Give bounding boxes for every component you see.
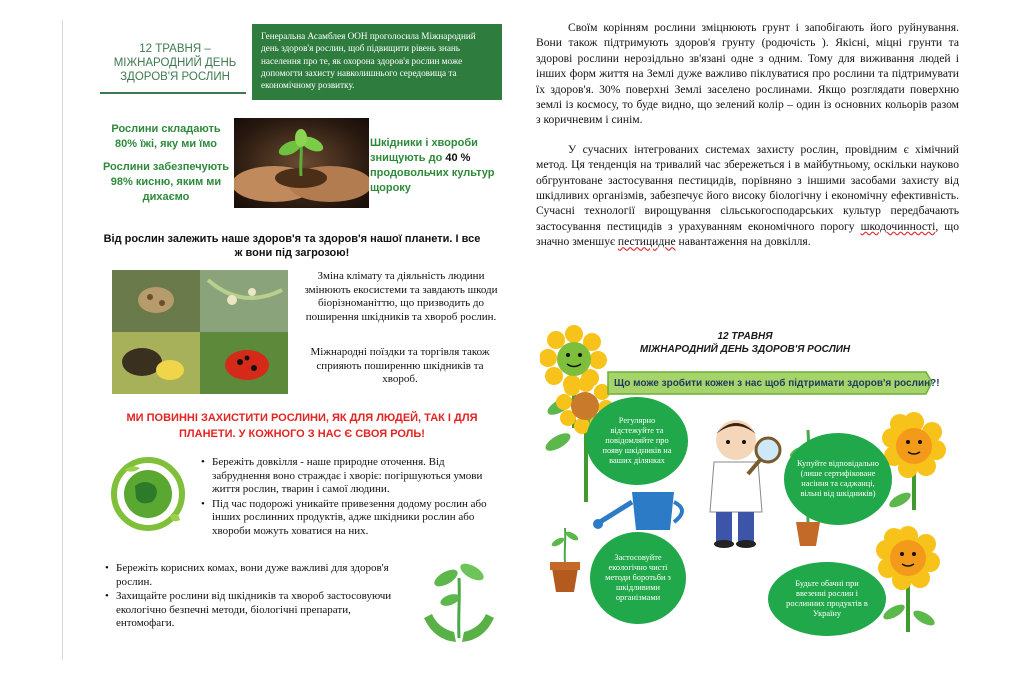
tip-protect-environment: • Бережіть довкілля - наше природне оточення. Від забруднення воно страждає і хворіє: погіршуються умови життя рослин, тварин і самої людини. [200, 456, 504, 497]
right-page-text [536, 20, 959, 250]
title-line-3: ЗДОРОВ'Я РОСЛИН [120, 71, 230, 83]
eco-globe-image [110, 456, 186, 532]
title-line-1: 12 ТРАВНЯ – [139, 43, 211, 55]
title-line-2: МІЖНАРОДНИЙ ДЕНЬ [113, 57, 237, 69]
tip-protect-insects: • Бережіть корисних комах, вони дуже важливі для здоров'я рослин. [104, 562, 410, 589]
un-announcement-box: Генеральна Асамблея ООН проголосила Міжнародний день здоров'я рослин, щоб підвищити рівень знань населення про те, як охорона здоров'я рослин може допомогти захисту навколишнього середовища та економічному розвитку. [252, 24, 502, 100]
tip-bubble-monitor: Регулярно відстежуйте та повідомляйте про появу шкідників на ваших ділянках [586, 397, 688, 485]
page-title [102, 42, 248, 84]
spelling-flag-1: шкодочинності [860, 219, 936, 233]
pesticides-paragraph-c: навантаження на довкілля. [675, 235, 811, 249]
poster-banner: Що може зробити кожен з нас щоб підтримати здоров'я рослин?! [614, 378, 940, 389]
tip-eco-methods: • Захищайте рослини від шкідників та хвороб застосовуючи екологічно безпечні методи, біологічні препарати, ентомофаги. [104, 590, 410, 631]
poster-title-name: МІЖНАРОДНИЙ ДЕНЬ ЗДОРОВ'Я РОСЛИН [639, 344, 851, 355]
stat-pests [370, 136, 500, 196]
stat-oxygen: Рослини забезпечують 98% кисню, яким ми дихаємо [102, 161, 230, 203]
tip-bubble-buy-responsibly: Купуйте відповідально (лише сертифіковане насіння та саджанці, вільні від шкідників) [784, 433, 892, 525]
soil-paragraph: Своїм корінням рослини зміцнюють грунт і запобігають його руйнування. Вони також підтримують здоров'я грунту (родючість ). Якісні, міцні грунти та здорові рослини нерозідльно зв'язані одне з одним. Тому для виживання людей і інших форм життя на Землі дуже важливо піклуватися про рослини та підтримувати їх здоров'я. 30% поверхні Землі заселено рослинами. Якщо розглядати поверхню землі із космосу, то буде видно, що зелений колір – один із основних кольорів разом з коричневим і синім. [536, 21, 959, 127]
insects-collage-image [112, 270, 288, 394]
tips-list-bottom [104, 562, 410, 632]
tip-avoid-importing-plants: • Під час подорожі уникайте привезення додому рослин або інших рослинних продуктів, адже шкідники рослин або хвороби можуть ховатися на них. [200, 498, 504, 539]
stat-food: Рослини складають 80% їжі, яку ми їмо [111, 123, 221, 150]
hands-sprout-image [234, 118, 369, 208]
tips-list-top [200, 456, 504, 540]
flower-right-bottom [876, 526, 940, 632]
stat-pests-percent: 40 % [445, 152, 471, 164]
travel-trade-paragraph: Міжнародні поїздки та торгівля також сприяють поширенню шкідників та хвороб. [310, 346, 490, 385]
child-scientist [710, 420, 780, 548]
stat-pests-a: Шкідники і хвороби знищують до [370, 137, 478, 164]
dependency-statement: Від рослин залежить наше здоров'я та здоров'я нашої планети. І все ж вони під загрозою! [103, 233, 481, 259]
call-to-action-title: МИ ПОВИННІ ЗАХИСТИТИ РОСЛИНИ, ЯК ДЛЯ ЛЮДЕЙ, ТАК І ДЛЯ ПЛАНЕТИ. У КОЖНОГО З НАС Є СВОЯ РОЛЬ! [126, 412, 478, 440]
tip-bubble-import-caution: Будьте обачні при ввезенні рослин і рослинних продуктів в Україну [768, 562, 886, 636]
title-underline [100, 92, 246, 94]
pesticides-paragraph [536, 142, 959, 250]
spelling-flag-2: пестицидне [617, 235, 676, 249]
flower-right-top [882, 412, 946, 510]
climate-change-paragraph: Зміна клімату та діяльність людини змінюють екосистеми та завдають шкоди біорізноманіттю, що призводить до поширення шкідників та хвороб рослин. [304, 270, 498, 323]
poster-title [620, 330, 870, 356]
page-border [62, 20, 63, 660]
tip-bubble-eco-methods: Застосовуйте екологічно чисті методи боротьби з шкідливими організмами [590, 532, 686, 624]
stat-pests-b: продовольчих культур щороку [370, 167, 495, 194]
hands-plant-image [420, 548, 498, 648]
pesticides-paragraph-a: У сучасних інтегрованих системах захисту рослин, провідним є хімічний метод. Ця тенденція на тривалий час збережеться і в майбутньому, оскільки науково обгрунтоване застосування пестицидів, порівняно з іншими засобами захисту від шкідливих організмів, забезпечує його високу біологічну і економічну ефективність. Сучасні технології вирощування сільськогосподарських культур передбачають застосування пестицидів з урахуванням економічного порогу [536, 142, 959, 233]
poster-title-date: 12 ТРАВНЯ [717, 331, 773, 342]
plant-pot-left [550, 528, 580, 592]
watering-can-icon [593, 492, 682, 530]
pesticides-paragraph-b: , що значно зменшує [536, 219, 959, 249]
